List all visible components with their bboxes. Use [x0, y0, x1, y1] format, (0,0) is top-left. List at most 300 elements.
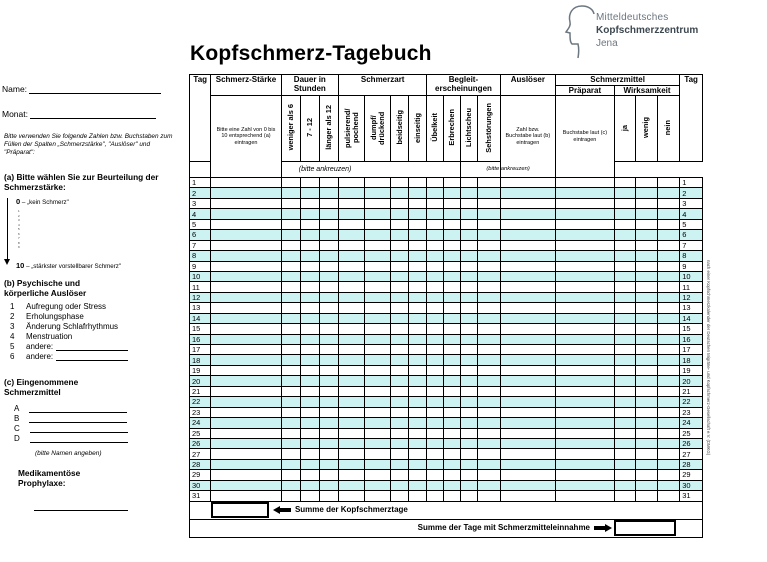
table-cell[interactable] [461, 459, 478, 469]
table-cell[interactable] [556, 376, 615, 386]
table-cell[interactable] [391, 418, 409, 428]
table-cell[interactable] [614, 365, 635, 375]
table-cell[interactable] [281, 261, 300, 271]
table-cell[interactable] [444, 470, 461, 480]
table-cell[interactable] [391, 428, 409, 438]
table-cell[interactable] [614, 386, 635, 396]
table-cell[interactable] [636, 313, 657, 323]
table-cell[interactable] [657, 209, 680, 219]
table-cell[interactable] [614, 240, 635, 250]
table-cell[interactable] [281, 178, 300, 188]
table-cell[interactable] [444, 365, 461, 375]
table-cell[interactable] [556, 282, 615, 292]
table-cell[interactable] [339, 407, 365, 417]
table-cell[interactable] [211, 251, 281, 261]
table-cell[interactable] [300, 188, 319, 198]
table-cell[interactable] [409, 365, 427, 375]
table-cell[interactable] [636, 178, 657, 188]
table-cell[interactable] [319, 198, 338, 208]
table-cell[interactable] [409, 491, 427, 501]
table-cell[interactable] [281, 397, 300, 407]
table-cell[interactable] [319, 292, 338, 302]
table-cell[interactable] [300, 449, 319, 459]
table-cell[interactable] [339, 334, 365, 344]
table-cell[interactable] [636, 282, 657, 292]
table-cell[interactable] [365, 334, 391, 344]
table-cell[interactable] [657, 480, 680, 490]
table-cell[interactable] [500, 334, 555, 344]
table-cell[interactable] [657, 365, 680, 375]
table-cell[interactable] [211, 407, 281, 417]
table-cell[interactable] [556, 334, 615, 344]
table-cell[interactable] [478, 345, 501, 355]
trigger-other-line[interactable] [56, 344, 128, 351]
table-cell[interactable] [391, 209, 409, 219]
table-cell[interactable] [281, 459, 300, 469]
table-cell[interactable] [339, 376, 365, 386]
table-cell[interactable] [365, 271, 391, 281]
table-cell[interactable] [427, 303, 444, 313]
table-cell[interactable] [614, 376, 635, 386]
table-cell[interactable] [300, 397, 319, 407]
table-cell[interactable] [365, 418, 391, 428]
table-cell[interactable] [657, 418, 680, 428]
table-cell[interactable] [614, 491, 635, 501]
table-cell[interactable] [614, 209, 635, 219]
table-cell[interactable] [300, 345, 319, 355]
table-cell[interactable] [478, 282, 501, 292]
table-cell[interactable] [614, 480, 635, 490]
table-cell[interactable] [319, 491, 338, 501]
table-cell[interactable] [427, 438, 444, 448]
table-cell[interactable] [339, 230, 365, 240]
table-cell[interactable] [461, 188, 478, 198]
table-cell[interactable] [636, 219, 657, 229]
table-cell[interactable] [391, 303, 409, 313]
table-cell[interactable] [657, 251, 680, 261]
table-cell[interactable] [339, 418, 365, 428]
table-cell[interactable] [339, 271, 365, 281]
table-cell[interactable] [657, 178, 680, 188]
table-cell[interactable] [300, 480, 319, 490]
month-line[interactable] [30, 111, 156, 119]
table-cell[interactable] [500, 188, 555, 198]
table-cell[interactable] [391, 219, 409, 229]
table-cell[interactable] [409, 407, 427, 417]
table-cell[interactable] [500, 449, 555, 459]
table-cell[interactable] [500, 240, 555, 250]
table-cell[interactable] [319, 480, 338, 490]
table-cell[interactable] [657, 282, 680, 292]
table-cell[interactable] [300, 251, 319, 261]
table-cell[interactable] [391, 261, 409, 271]
table-cell[interactable] [409, 271, 427, 281]
table-cell[interactable] [657, 303, 680, 313]
table-cell[interactable] [300, 324, 319, 334]
table-cell[interactable] [478, 230, 501, 240]
table-cell[interactable] [427, 407, 444, 417]
table-cell[interactable] [461, 313, 478, 323]
table-cell[interactable] [614, 470, 635, 480]
table-cell[interactable] [365, 261, 391, 271]
table-cell[interactable] [427, 334, 444, 344]
med-name-line[interactable] [30, 426, 128, 433]
table-cell[interactable] [391, 397, 409, 407]
table-cell[interactable] [391, 449, 409, 459]
table-cell[interactable] [427, 428, 444, 438]
table-cell[interactable] [636, 271, 657, 281]
table-cell[interactable] [211, 240, 281, 250]
table-cell[interactable] [409, 292, 427, 302]
table-cell[interactable] [300, 271, 319, 281]
table-cell[interactable] [409, 209, 427, 219]
table-cell[interactable] [319, 219, 338, 229]
table-cell[interactable] [300, 292, 319, 302]
table-cell[interactable] [409, 303, 427, 313]
table-cell[interactable] [444, 282, 461, 292]
table-cell[interactable] [614, 303, 635, 313]
table-cell[interactable] [211, 292, 281, 302]
table-cell[interactable] [500, 198, 555, 208]
table-cell[interactable] [211, 418, 281, 428]
table-cell[interactable] [614, 324, 635, 334]
table-cell[interactable] [461, 219, 478, 229]
table-cell[interactable] [427, 324, 444, 334]
table-cell[interactable] [339, 198, 365, 208]
table-cell[interactable] [556, 459, 615, 469]
table-cell[interactable] [556, 251, 615, 261]
table-cell[interactable] [427, 282, 444, 292]
table-cell[interactable] [461, 397, 478, 407]
table-cell[interactable] [300, 209, 319, 219]
table-cell[interactable] [365, 240, 391, 250]
table-cell[interactable] [391, 230, 409, 240]
table-cell[interactable] [657, 438, 680, 448]
trigger-other-line[interactable] [56, 354, 128, 361]
table-cell[interactable] [339, 282, 365, 292]
table-cell[interactable] [478, 178, 501, 188]
sum-med-box[interactable] [614, 520, 676, 536]
table-cell[interactable] [636, 470, 657, 480]
table-cell[interactable] [614, 418, 635, 428]
table-cell[interactable] [409, 324, 427, 334]
table-cell[interactable] [427, 418, 444, 428]
table-cell[interactable] [365, 292, 391, 302]
table-cell[interactable] [281, 345, 300, 355]
table-cell[interactable] [427, 230, 444, 240]
table-cell[interactable] [391, 198, 409, 208]
table-cell[interactable] [409, 449, 427, 459]
table-cell[interactable] [500, 428, 555, 438]
table-cell[interactable] [657, 271, 680, 281]
table-cell[interactable] [281, 292, 300, 302]
table-cell[interactable] [636, 407, 657, 417]
table-cell[interactable] [339, 240, 365, 250]
table-cell[interactable] [461, 334, 478, 344]
table-cell[interactable] [427, 365, 444, 375]
table-cell[interactable] [365, 491, 391, 501]
table-cell[interactable] [211, 230, 281, 240]
table-cell[interactable] [444, 418, 461, 428]
table-cell[interactable] [319, 407, 338, 417]
table-cell[interactable] [211, 209, 281, 219]
table-cell[interactable] [365, 459, 391, 469]
table-cell[interactable] [427, 261, 444, 271]
table-cell[interactable] [657, 324, 680, 334]
table-cell[interactable] [636, 428, 657, 438]
table-cell[interactable] [444, 251, 461, 261]
table-cell[interactable] [636, 355, 657, 365]
table-cell[interactable] [365, 198, 391, 208]
table-cell[interactable] [339, 491, 365, 501]
table-cell[interactable] [391, 407, 409, 417]
table-cell[interactable] [444, 292, 461, 302]
table-cell[interactable] [444, 491, 461, 501]
table-cell[interactable] [614, 459, 635, 469]
table-cell[interactable] [427, 386, 444, 396]
table-cell[interactable] [636, 230, 657, 240]
med-name-line[interactable] [29, 416, 127, 423]
table-cell[interactable] [556, 491, 615, 501]
table-cell[interactable] [478, 449, 501, 459]
table-cell[interactable] [427, 376, 444, 386]
table-cell[interactable] [319, 428, 338, 438]
table-cell[interactable] [300, 303, 319, 313]
table-cell[interactable] [556, 209, 615, 219]
table-cell[interactable] [461, 345, 478, 355]
table-cell[interactable] [500, 407, 555, 417]
table-cell[interactable] [281, 365, 300, 375]
table-cell[interactable] [409, 251, 427, 261]
table-cell[interactable] [427, 209, 444, 219]
table-cell[interactable] [319, 303, 338, 313]
table-cell[interactable] [444, 261, 461, 271]
table-cell[interactable] [478, 251, 501, 261]
table-cell[interactable] [281, 480, 300, 490]
table-cell[interactable] [409, 188, 427, 198]
table-cell[interactable] [391, 334, 409, 344]
table-cell[interactable] [211, 188, 281, 198]
table-cell[interactable] [478, 459, 501, 469]
table-cell[interactable] [500, 178, 555, 188]
table-cell[interactable] [365, 470, 391, 480]
table-cell[interactable] [365, 407, 391, 417]
table-cell[interactable] [281, 449, 300, 459]
table-cell[interactable] [461, 491, 478, 501]
table-cell[interactable] [636, 491, 657, 501]
table-cell[interactable] [427, 459, 444, 469]
table-cell[interactable] [281, 428, 300, 438]
table-cell[interactable] [391, 438, 409, 448]
table-cell[interactable] [391, 459, 409, 469]
table-cell[interactable] [300, 313, 319, 323]
table-cell[interactable] [444, 480, 461, 490]
table-cell[interactable] [614, 334, 635, 344]
table-cell[interactable] [365, 365, 391, 375]
table-cell[interactable] [427, 397, 444, 407]
table-cell[interactable] [500, 209, 555, 219]
table-cell[interactable] [365, 230, 391, 240]
table-cell[interactable] [500, 261, 555, 271]
table-cell[interactable] [211, 334, 281, 344]
table-cell[interactable] [636, 438, 657, 448]
table-cell[interactable] [556, 178, 615, 188]
table-cell[interactable] [636, 386, 657, 396]
table-cell[interactable] [614, 292, 635, 302]
table-cell[interactable] [391, 188, 409, 198]
table-cell[interactable] [300, 198, 319, 208]
table-cell[interactable] [281, 198, 300, 208]
table-cell[interactable] [461, 376, 478, 386]
table-cell[interactable] [657, 449, 680, 459]
table-cell[interactable] [556, 397, 615, 407]
table-cell[interactable] [556, 365, 615, 375]
table-cell[interactable] [300, 407, 319, 417]
table-cell[interactable] [365, 449, 391, 459]
table-cell[interactable] [339, 470, 365, 480]
table-cell[interactable] [365, 428, 391, 438]
table-cell[interactable] [391, 355, 409, 365]
table-cell[interactable] [319, 271, 338, 281]
table-cell[interactable] [478, 470, 501, 480]
table-cell[interactable] [636, 251, 657, 261]
table-cell[interactable] [444, 324, 461, 334]
table-cell[interactable] [281, 188, 300, 198]
table-cell[interactable] [319, 261, 338, 271]
table-cell[interactable] [478, 428, 501, 438]
table-cell[interactable] [211, 459, 281, 469]
table-cell[interactable] [478, 397, 501, 407]
table-cell[interactable] [614, 313, 635, 323]
table-cell[interactable] [461, 365, 478, 375]
table-cell[interactable] [500, 459, 555, 469]
table-cell[interactable] [478, 386, 501, 396]
table-cell[interactable] [614, 178, 635, 188]
table-cell[interactable] [409, 230, 427, 240]
table-cell[interactable] [478, 219, 501, 229]
table-cell[interactable] [461, 438, 478, 448]
table-cell[interactable] [636, 334, 657, 344]
table-cell[interactable] [636, 418, 657, 428]
table-cell[interactable] [427, 491, 444, 501]
table-cell[interactable] [211, 376, 281, 386]
table-cell[interactable] [461, 209, 478, 219]
table-cell[interactable] [461, 324, 478, 334]
table-cell[interactable] [478, 198, 501, 208]
table-cell[interactable] [500, 230, 555, 240]
table-cell[interactable] [365, 303, 391, 313]
table-cell[interactable] [636, 345, 657, 355]
med-name-line[interactable] [29, 406, 127, 413]
table-cell[interactable] [444, 397, 461, 407]
table-cell[interactable] [211, 261, 281, 271]
table-cell[interactable] [461, 271, 478, 281]
sum-headache-box[interactable] [211, 502, 269, 518]
table-cell[interactable] [339, 303, 365, 313]
table-cell[interactable] [391, 324, 409, 334]
table-cell[interactable] [300, 282, 319, 292]
table-cell[interactable] [300, 178, 319, 188]
table-cell[interactable] [319, 188, 338, 198]
table-cell[interactable] [427, 470, 444, 480]
table-cell[interactable] [391, 313, 409, 323]
table-cell[interactable] [478, 480, 501, 490]
table-cell[interactable] [319, 209, 338, 219]
table-cell[interactable] [319, 324, 338, 334]
table-cell[interactable] [444, 303, 461, 313]
table-cell[interactable] [461, 386, 478, 396]
table-cell[interactable] [657, 230, 680, 240]
table-cell[interactable] [319, 438, 338, 448]
table-cell[interactable] [556, 324, 615, 334]
table-cell[interactable] [657, 240, 680, 250]
table-cell[interactable] [636, 261, 657, 271]
table-cell[interactable] [281, 251, 300, 261]
table-cell[interactable] [391, 292, 409, 302]
table-cell[interactable] [478, 324, 501, 334]
table-cell[interactable] [556, 407, 615, 417]
table-cell[interactable] [281, 334, 300, 344]
table-cell[interactable] [211, 386, 281, 396]
table-cell[interactable] [461, 449, 478, 459]
table-cell[interactable] [556, 240, 615, 250]
table-cell[interactable] [614, 438, 635, 448]
table-cell[interactable] [556, 345, 615, 355]
table-cell[interactable] [300, 428, 319, 438]
table-cell[interactable] [636, 449, 657, 459]
table-cell[interactable] [556, 230, 615, 240]
table-cell[interactable] [500, 324, 555, 334]
table-cell[interactable] [444, 407, 461, 417]
table-cell[interactable] [300, 355, 319, 365]
table-cell[interactable] [500, 303, 555, 313]
table-cell[interactable] [427, 219, 444, 229]
table-cell[interactable] [319, 240, 338, 250]
table-cell[interactable] [300, 386, 319, 396]
table-cell[interactable] [636, 240, 657, 250]
table-cell[interactable] [556, 386, 615, 396]
table-cell[interactable] [319, 397, 338, 407]
table-cell[interactable] [461, 418, 478, 428]
table-cell[interactable] [409, 459, 427, 469]
table-cell[interactable] [211, 271, 281, 281]
name-field[interactable] [2, 84, 161, 94]
table-cell[interactable] [444, 240, 461, 250]
table-cell[interactable] [409, 376, 427, 386]
table-cell[interactable] [319, 334, 338, 344]
table-cell[interactable] [444, 428, 461, 438]
table-cell[interactable] [478, 376, 501, 386]
table-cell[interactable] [365, 355, 391, 365]
name-line[interactable] [29, 86, 161, 94]
table-cell[interactable] [614, 407, 635, 417]
table-cell[interactable] [211, 282, 281, 292]
table-cell[interactable] [391, 470, 409, 480]
table-cell[interactable] [657, 386, 680, 396]
table-cell[interactable] [614, 188, 635, 198]
table-cell[interactable] [657, 376, 680, 386]
table-cell[interactable] [391, 480, 409, 490]
table-cell[interactable] [365, 313, 391, 323]
table-cell[interactable] [339, 345, 365, 355]
table-cell[interactable] [500, 480, 555, 490]
table-cell[interactable] [339, 449, 365, 459]
table-cell[interactable] [614, 271, 635, 281]
table-cell[interactable] [556, 428, 615, 438]
table-cell[interactable] [281, 282, 300, 292]
table-cell[interactable] [427, 355, 444, 365]
table-cell[interactable] [461, 355, 478, 365]
